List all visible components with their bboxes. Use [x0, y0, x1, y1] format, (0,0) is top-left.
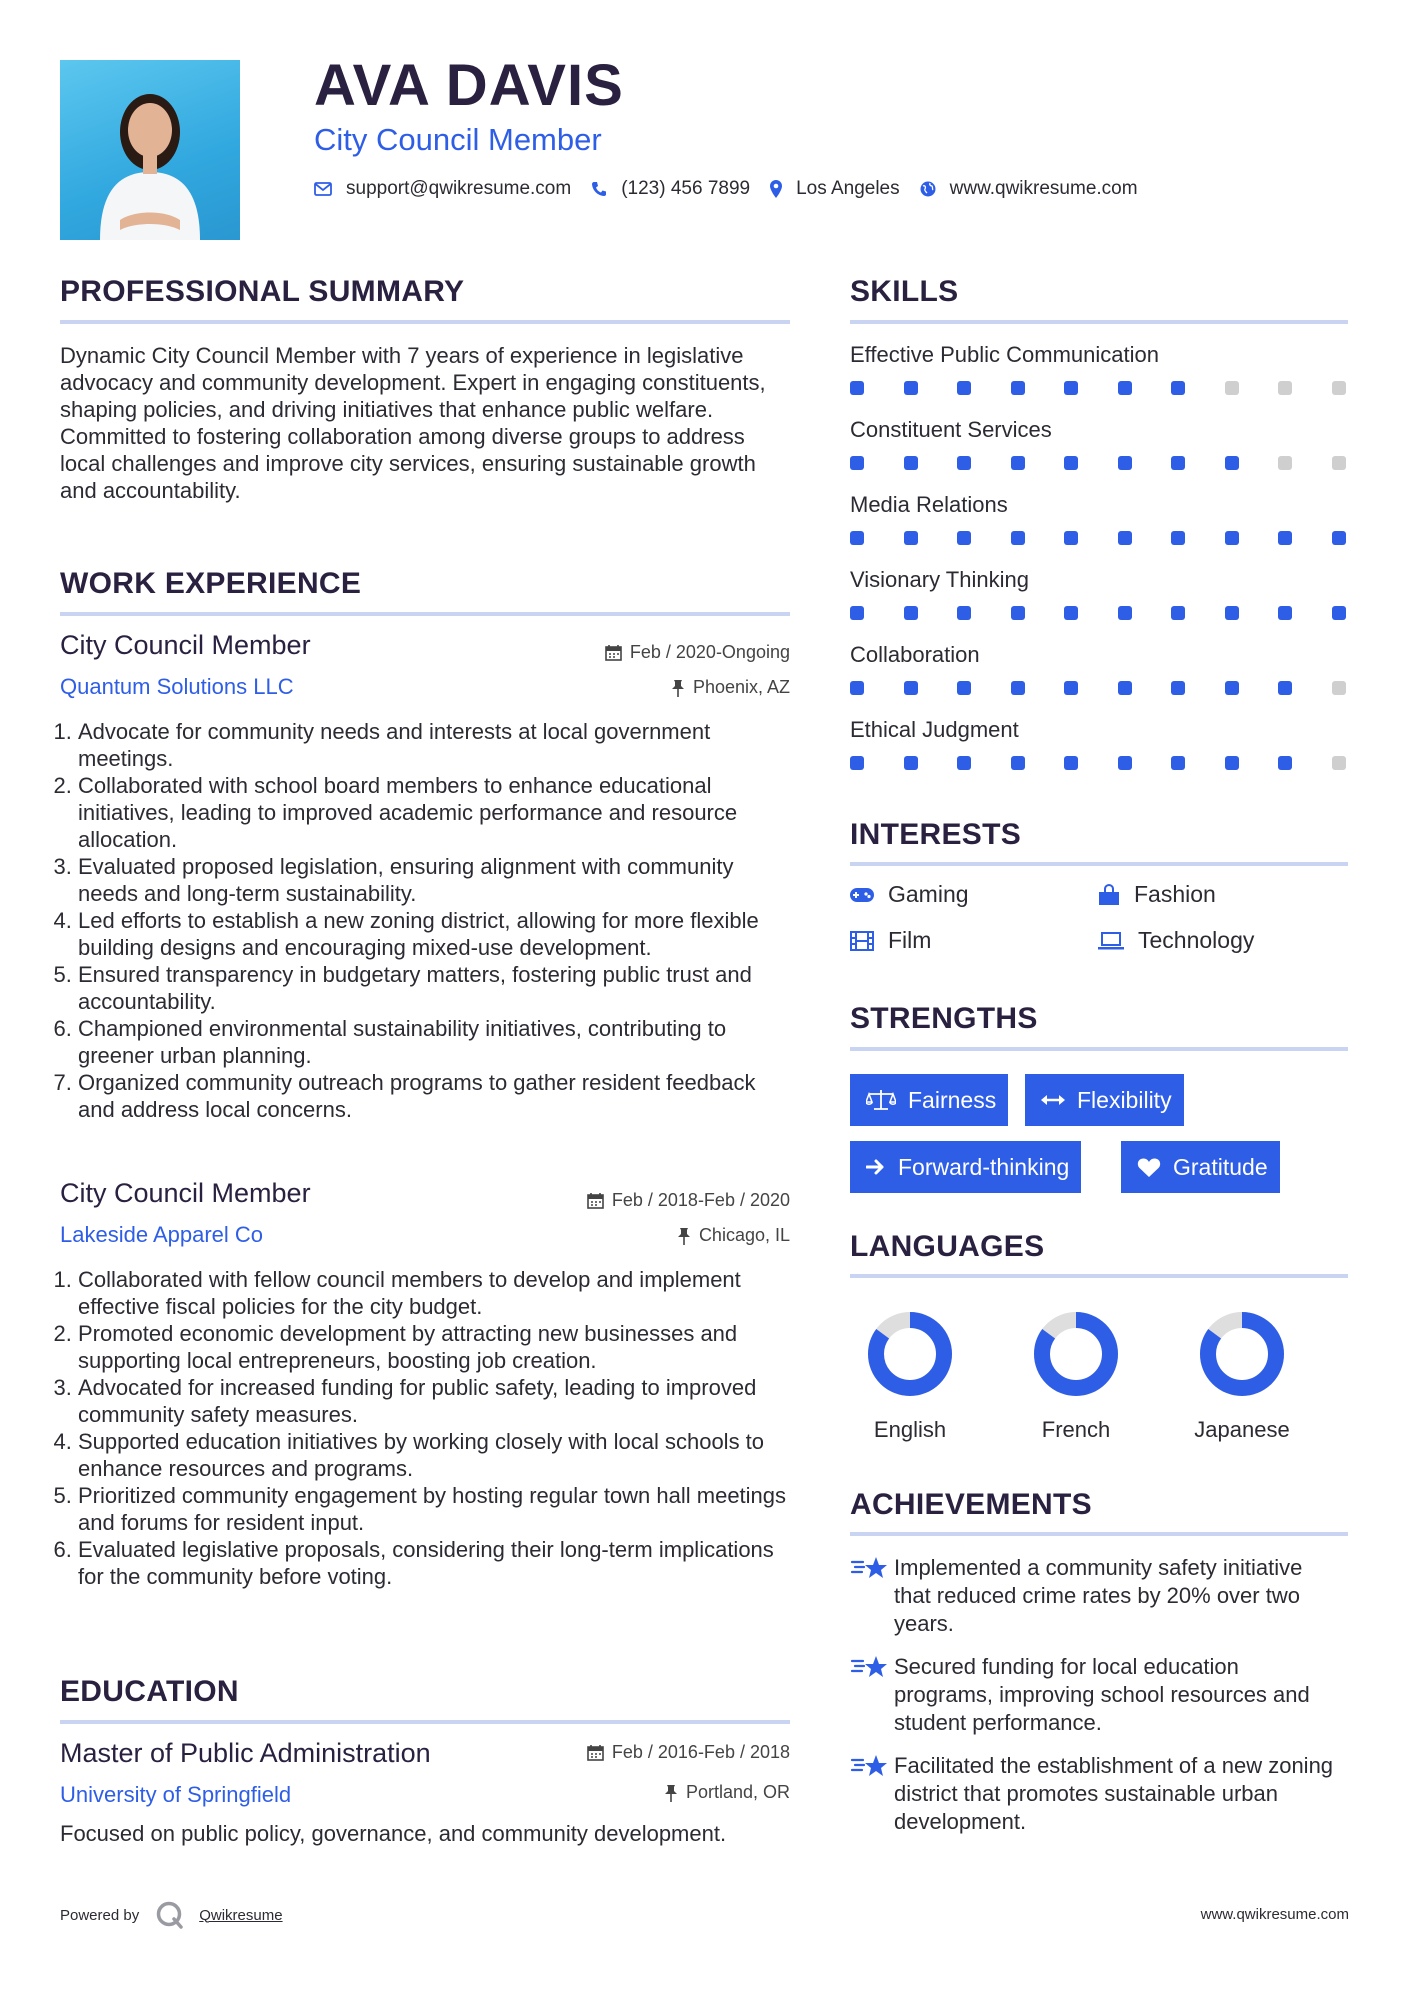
language-name: English — [873, 1417, 947, 1442]
job-bullet: 7. Organized community outreach programs to gather resident feedback and address local concerns. — [78, 1069, 790, 1123]
skill-dot-empty — [1332, 381, 1346, 395]
achievement-text: Implemented a community safety initiative that reduced crime rates by 20% over two years. — [894, 1555, 1303, 1636]
skill-dot-filled — [1118, 531, 1132, 545]
calendar-icon — [587, 1744, 604, 1761]
skill-dot-filled — [1225, 606, 1239, 620]
skill-dot-empty — [1332, 756, 1346, 770]
footer-website[interactable]: www.qwikresume.com — [1200, 1906, 1349, 1923]
skill-dot-filled — [1064, 531, 1078, 545]
job-entry — [60, 630, 790, 1123]
skill-dot-empty — [1278, 381, 1292, 395]
skill-dot-filled — [1332, 606, 1346, 620]
skill-name: Media Relations — [850, 492, 1008, 517]
profile-photo — [60, 60, 240, 240]
skill-name: Constituent Services — [850, 417, 1052, 442]
skill-name: Effective Public Communication — [850, 342, 1159, 367]
achievement-item — [850, 1653, 1348, 1737]
skill-dot-filled — [1118, 756, 1132, 770]
job-bullet: 6. Championed environmental sustainability initiatives, contributing to greener urban planning. — [78, 1015, 790, 1069]
shooting-star-icon — [850, 1752, 894, 1780]
skill-dot-filled — [1171, 756, 1185, 770]
interest-label: Film — [888, 927, 932, 953]
strength-label: Gratitude — [1173, 1153, 1268, 1180]
job-title: City Council Member — [60, 630, 311, 660]
skill-dot-filled — [1225, 456, 1239, 470]
languages-heading: LANGUAGES — [850, 1230, 1045, 1263]
skill-dot-filled — [1332, 531, 1346, 545]
scale-icon — [866, 1089, 896, 1111]
skill-dot-filled — [904, 606, 918, 620]
skill-dot-filled — [850, 606, 864, 620]
job-bullet: 3. Evaluated proposed legislation, ensuring alignment with community needs and long-term sustainability. — [78, 853, 790, 907]
interest-item — [850, 927, 931, 954]
skill-dot-filled — [1278, 681, 1292, 695]
strengths-heading: STRENGTHS — [850, 1002, 1038, 1035]
job-bullet: 5. Ensured transparency in budgetary matters, fostering public trust and accountability. — [78, 961, 790, 1015]
job-bullets — [60, 718, 790, 1123]
skill-rating — [850, 456, 1346, 470]
skill-rating — [850, 681, 1346, 695]
skill-row — [850, 642, 1346, 717]
skill-row — [850, 492, 1346, 567]
shopping-bag-icon — [1098, 884, 1120, 906]
job-dates-text: Feb / 2018-Feb / 2020 — [611, 1190, 790, 1210]
language-item — [1172, 1306, 1312, 1443]
skill-row — [850, 717, 1346, 792]
skill-dot-filled — [850, 756, 864, 770]
language-name: French — [1041, 1417, 1111, 1442]
skill-dot-filled — [1225, 531, 1239, 545]
job-entry — [60, 1178, 790, 1590]
skill-row — [850, 567, 1346, 642]
skill-dot-filled — [1171, 606, 1185, 620]
skill-row — [850, 342, 1346, 417]
skill-dot-filled — [957, 606, 971, 620]
shooting-star-icon — [850, 1554, 894, 1582]
achievements-divider — [850, 1532, 1348, 1536]
skill-dot-filled — [1011, 606, 1025, 620]
language-donut — [840, 1306, 980, 1402]
calendar-icon — [605, 644, 622, 661]
shooting-star-icon — [850, 1653, 894, 1681]
skill-dot-filled — [1011, 456, 1025, 470]
job-bullet: 1. Advocate for community needs and interests at local government meetings. — [78, 718, 790, 772]
skill-dot-filled — [1118, 456, 1132, 470]
skill-dot-filled — [1011, 756, 1025, 770]
language-donut — [1172, 1306, 1312, 1402]
envelope-icon — [314, 182, 332, 196]
job-location — [671, 677, 790, 698]
skill-dot-empty — [1225, 381, 1239, 395]
skill-dot-filled — [1171, 381, 1185, 395]
pushpin-icon — [671, 679, 685, 697]
achievement-item — [850, 1752, 1348, 1836]
laptop-icon — [1098, 932, 1124, 950]
skill-dot-filled — [957, 531, 971, 545]
interests-heading: INTERESTS — [850, 818, 1022, 851]
skill-dot-filled — [904, 756, 918, 770]
skill-dot-filled — [1064, 606, 1078, 620]
footer-powered — [60, 1900, 283, 1930]
summary-text: Dynamic City Council Member with 7 years of experience in legislative advocacy and community development. Expert in engaging constituents, shaping policies, and driving initiatives that enhance public welfare. Committed to fostering collaboration among diverse groups to address local challenges and improve city services, ensuring sustainable growth and accountability. — [60, 343, 766, 503]
education-divider — [60, 1720, 790, 1724]
school-name: University of Springfield — [60, 1782, 292, 1807]
achievement-text: Facilitated the establishment of a new zoning district that promotes sustainable urban development. — [894, 1753, 1334, 1834]
skill-dot-filled — [957, 381, 971, 395]
skills-list — [850, 342, 1346, 792]
job-company: Quantum Solutions LLC — [60, 674, 294, 699]
job-dates — [605, 642, 790, 663]
globe-icon — [920, 181, 936, 197]
skill-dot-filled — [957, 756, 971, 770]
arrow-right-icon — [866, 1158, 886, 1176]
skill-dot-empty — [1332, 681, 1346, 695]
arrows-horizontal-icon — [1041, 1093, 1065, 1107]
skill-name: Collaboration — [850, 642, 980, 667]
skill-dot-filled — [1011, 681, 1025, 695]
skill-dot-filled — [957, 456, 971, 470]
gamepad-icon — [850, 887, 874, 903]
skill-dot-filled — [1118, 681, 1132, 695]
job-bullet: 6. Evaluated legislative proposals, considering their long-term implications for the community before voting. — [78, 1536, 790, 1590]
education-location — [664, 1782, 790, 1803]
language-item — [840, 1306, 980, 1443]
skill-dot-filled — [850, 681, 864, 695]
skill-dot-filled — [1011, 531, 1025, 545]
email-text: support@qwikresume.com — [346, 178, 572, 199]
skill-dot-filled — [904, 681, 918, 695]
strength-tag — [1121, 1141, 1280, 1193]
skill-rating — [850, 381, 1346, 395]
qwikresume-logo-icon — [155, 1900, 185, 1930]
strength-label: Flexibility — [1077, 1086, 1172, 1113]
strength-label: Fairness — [908, 1086, 997, 1113]
skill-dot-filled — [1064, 456, 1078, 470]
job-dates-text: Feb / 2020-Ongoing — [629, 642, 790, 662]
job-bullet: 3. Advocated for increased funding for public safety, leading to improved community safety measures. — [78, 1374, 790, 1428]
interest-item — [850, 881, 969, 908]
skill-dot-filled — [1278, 756, 1292, 770]
pushpin-icon — [677, 1227, 691, 1245]
location-text: Los Angeles — [796, 178, 900, 199]
skill-dot-empty — [1332, 456, 1346, 470]
work-divider — [60, 612, 790, 616]
education-heading: EDUCATION — [60, 1675, 239, 1708]
skills-heading: SKILLS — [850, 275, 959, 308]
job-bullet: 1. Collaborated with fellow council members to develop and implement effective fiscal policies for the city budget. — [78, 1266, 790, 1320]
job-bullet: 2. Promoted economic development by attracting new businesses and supporting local entrepreneurs, boosting job creation. — [78, 1320, 790, 1374]
education-dates — [587, 1742, 790, 1763]
strengths-divider — [850, 1047, 1348, 1051]
skill-dot-filled — [1225, 681, 1239, 695]
strength-label: Forward-thinking — [898, 1153, 1070, 1180]
education-location-text: Portland, OR — [685, 1782, 790, 1802]
skill-dot-filled — [1278, 606, 1292, 620]
job-location-text: Chicago, IL — [698, 1225, 790, 1245]
phone-icon — [591, 181, 607, 197]
pushpin-icon — [664, 1784, 678, 1802]
language-name: Japanese — [1194, 1417, 1290, 1442]
skill-dot-filled — [957, 681, 971, 695]
qwikresume-link[interactable]: Qwikresume — [199, 1906, 283, 1924]
skill-dot-filled — [1118, 606, 1132, 620]
contact-phone[interactable] — [591, 178, 750, 200]
strength-tag — [850, 1141, 1081, 1193]
contact-website[interactable] — [920, 178, 1138, 200]
interest-item — [1098, 881, 1216, 908]
person-silhouette-icon — [60, 60, 240, 240]
contact-bar — [314, 178, 1158, 200]
skill-dot-filled — [1118, 381, 1132, 395]
skill-dot-filled — [1171, 531, 1185, 545]
summary-divider — [60, 320, 790, 324]
skill-dot-filled — [1278, 531, 1292, 545]
job-company: Lakeside Apparel Co — [60, 1222, 264, 1247]
job-bullet: 2. Collaborated with school board members to enhance educational initiatives, leading to improved academic performance and resource allocation. — [78, 772, 790, 853]
skill-dot-filled — [850, 381, 864, 395]
skill-dot-filled — [904, 531, 918, 545]
language-donut — [1006, 1306, 1146, 1402]
skill-name: Ethical Judgment — [850, 717, 1019, 742]
job-location-text: Phoenix, AZ — [692, 677, 790, 697]
summary-heading: PROFESSIONAL SUMMARY — [60, 275, 465, 308]
skills-divider — [850, 320, 1348, 324]
contact-email[interactable] — [314, 178, 571, 200]
website-text: www.qwikresume.com — [949, 178, 1138, 199]
skill-dot-filled — [1011, 381, 1025, 395]
job-title: City Council Member — [60, 1178, 311, 1208]
strength-tag — [850, 1074, 1008, 1126]
achievement-item — [850, 1554, 1348, 1638]
powered-by-text: Powered by — [60, 1906, 140, 1924]
job-location — [677, 1225, 790, 1246]
skill-dot-filled — [1171, 681, 1185, 695]
job-bullet: 4. Led efforts to establish a new zoning district, allowing for more flexible building designs and encouraging mixed-use development. — [78, 907, 790, 961]
skill-rating — [850, 531, 1346, 545]
heart-icon — [1137, 1157, 1161, 1178]
languages-divider — [850, 1274, 1348, 1278]
education-entry — [60, 1738, 790, 1847]
education-dates-text: Feb / 2016-Feb / 2018 — [611, 1742, 790, 1762]
skill-rating — [850, 756, 1346, 770]
candidate-title: City Council Member — [314, 122, 602, 157]
education-description: Focused on public policy, governance, and community development. — [60, 1821, 727, 1846]
skill-name: Visionary Thinking — [850, 567, 1029, 592]
skill-dot-filled — [1225, 756, 1239, 770]
phone-text: (123) 456 7899 — [621, 178, 751, 199]
interest-label: Fashion — [1134, 881, 1216, 907]
strength-tag — [1025, 1074, 1184, 1126]
map-pin-icon — [770, 180, 782, 198]
job-bullet: 5. Prioritized community engagement by hosting regular town hall meetings and forums for resident input. — [78, 1482, 790, 1536]
contact-location — [770, 178, 900, 200]
skill-dot-filled — [1064, 381, 1078, 395]
skill-dot-filled — [850, 456, 864, 470]
interest-label: Gaming — [888, 881, 969, 907]
skill-dot-filled — [904, 381, 918, 395]
film-icon — [850, 931, 874, 951]
achievements-heading: ACHIEVEMENTS — [850, 1488, 1092, 1521]
skill-dot-filled — [1171, 456, 1185, 470]
skill-dot-filled — [850, 531, 864, 545]
skill-dot-filled — [1064, 756, 1078, 770]
work-heading: WORK EXPERIENCE — [60, 567, 362, 600]
interest-label: Technology — [1138, 927, 1255, 953]
degree-title: Master of Public Administration — [60, 1738, 431, 1768]
calendar-icon — [587, 1192, 604, 1209]
language-item — [1006, 1306, 1146, 1443]
skill-dot-filled — [904, 456, 918, 470]
skill-row — [850, 417, 1346, 492]
job-bullets — [60, 1266, 790, 1590]
interests-divider — [850, 862, 1348, 866]
job-bullet: 4. Supported education initiatives by working closely with local schools to enhance resources and programs. — [78, 1428, 790, 1482]
skill-rating — [850, 606, 1346, 620]
candidate-name: AVA DAVIS — [314, 53, 624, 118]
skill-dot-empty — [1278, 456, 1292, 470]
achievement-text: Secured funding for local education programs, improving school resources and student performance. — [894, 1654, 1310, 1735]
job-dates — [587, 1190, 790, 1211]
skill-dot-filled — [1064, 681, 1078, 695]
interest-item — [1098, 927, 1254, 954]
